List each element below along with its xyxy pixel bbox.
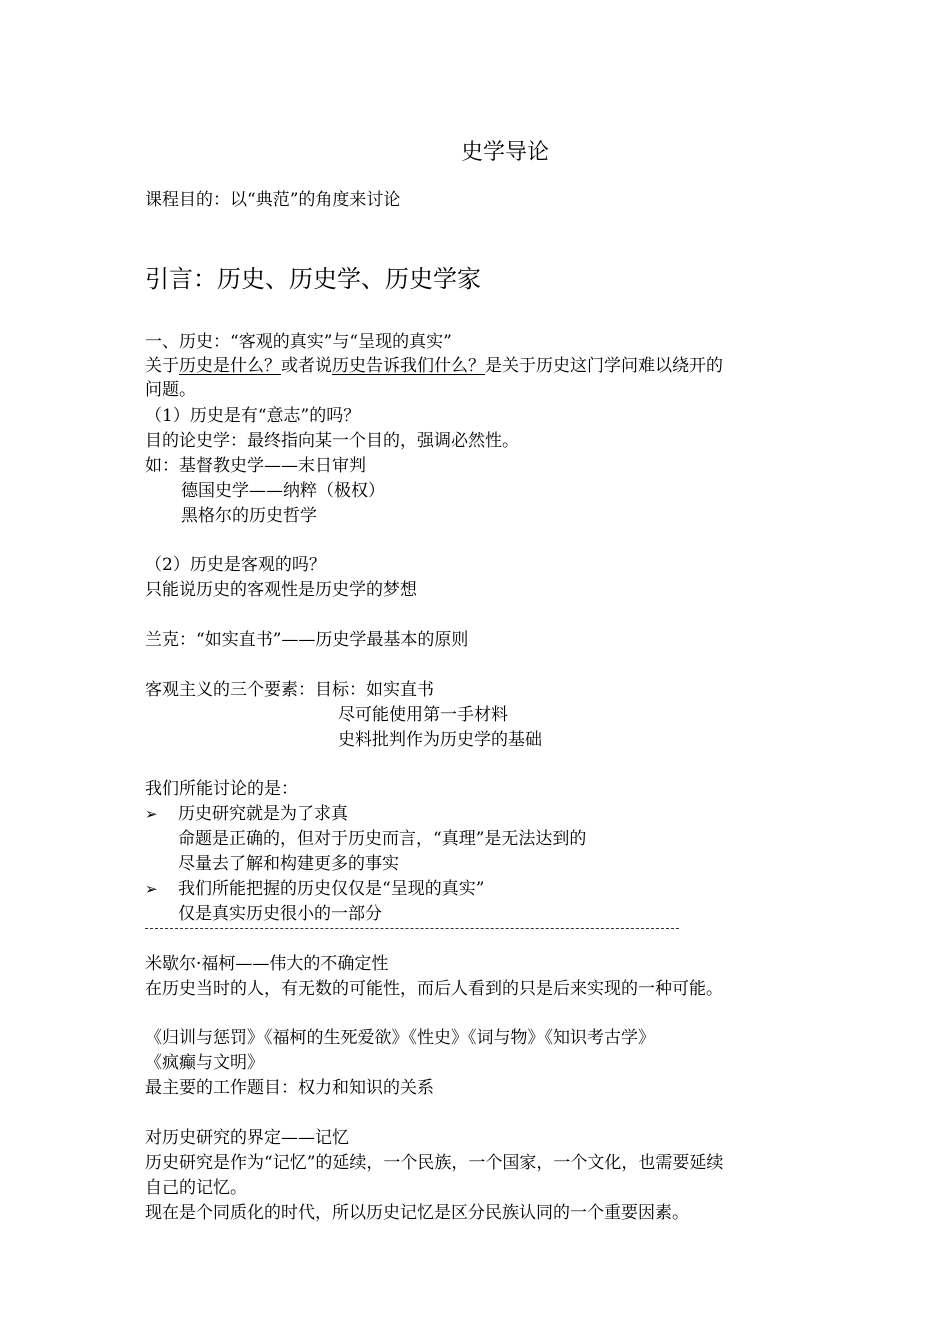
arrow-bullet-icon: ➢ <box>145 880 158 898</box>
course-goal: 课程目的：以“典范”的角度来讨论 <box>145 190 401 210</box>
question-1: （1）历史是有“意志”的吗？ <box>145 406 361 426</box>
example-1: 如：基督教史学——末日审判 <box>145 456 366 476</box>
dashed-divider <box>145 928 679 929</box>
bullet-2-sub-1: 仅是真实历史很小的一部分 <box>178 904 382 924</box>
works-line-1: 《归训与惩罚》《福柯的生死爱欲》《性史》《词与物》《知识考古学》 <box>145 1028 655 1048</box>
objectivism-line-1: 客观主义的三个要素：目标：如实直书 <box>145 680 434 700</box>
main-topic: 最主要的工作题目：权力和知识的关系 <box>145 1078 434 1098</box>
ranke-text: 兰克：“如实直书”——历史学最基本的原则 <box>145 630 469 650</box>
example-2: 德国史学——纳粹（极权） <box>181 481 385 501</box>
bullet-1-sub-1: 命题是正确的，但对于历史而言，“真理”是无法达到的 <box>178 829 587 849</box>
memory-heading: 对历史研究的界定——记忆 <box>145 1128 349 1148</box>
paragraph-1-line-1: 关于历史是什么？或者说历史告诉我们什么？是关于历史这门学问难以绕开的 <box>145 356 723 376</box>
bullet-1-sub-2: 尽量去了解和构建更多的事实 <box>178 854 399 874</box>
memory-line-1: 历史研究是作为“记忆”的延续，一个民族，一个国家，一个文化，也需要延续 <box>145 1153 724 1173</box>
underlined-question-2: 历史告诉我们什么？ <box>332 356 485 376</box>
arrow-bullet-icon: ➢ <box>145 805 158 823</box>
dream-text: 只能说历史的客观性是历史学的梦想 <box>145 580 417 600</box>
paragraph-1-line-2: 问题。 <box>145 380 196 400</box>
objectivism-line-3: 史料批判作为历史学的基础 <box>338 730 542 750</box>
question-2: （2）历史是客观的吗？ <box>145 555 326 575</box>
section-heading: 引言：历史、历史学、历史学家 <box>145 265 481 293</box>
memory-line-2: 自己的记忆。 <box>145 1178 247 1198</box>
section-1-title: 一、历史：“客观的真实”与“呈现的真实” <box>145 332 452 352</box>
foucault-heading: 米歇尔·福柯——伟大的不确定性 <box>145 954 389 974</box>
document-title: 史学导论 <box>460 140 549 165</box>
teleology-text: 目的论史学：最终指向某一个目的，强调必然性。 <box>145 431 519 451</box>
objectivism-line-2: 尽可能使用第一手材料 <box>338 705 508 725</box>
memory-line-3: 现在是个同质化的时代，所以历史记忆是区分民族认同的一个重要因素。 <box>145 1203 689 1223</box>
discuss-heading: 我们所能讨论的是： <box>145 779 298 799</box>
bullet-item-1: ➢ 历史研究就是为了求真 <box>145 804 348 824</box>
foucault-text: 在历史当时的人，有无数的可能性，而后人看到的只是后来实现的一种可能。 <box>145 979 723 999</box>
works-line-2: 《疯癫与文明》 <box>145 1053 264 1073</box>
bullet-item-2: ➢ 我们所能把握的历史仅仅是“呈现的真实” <box>145 879 485 899</box>
example-3: 黑格尔的历史哲学 <box>181 506 317 526</box>
underlined-question-1: 历史是什么？ <box>179 356 281 376</box>
